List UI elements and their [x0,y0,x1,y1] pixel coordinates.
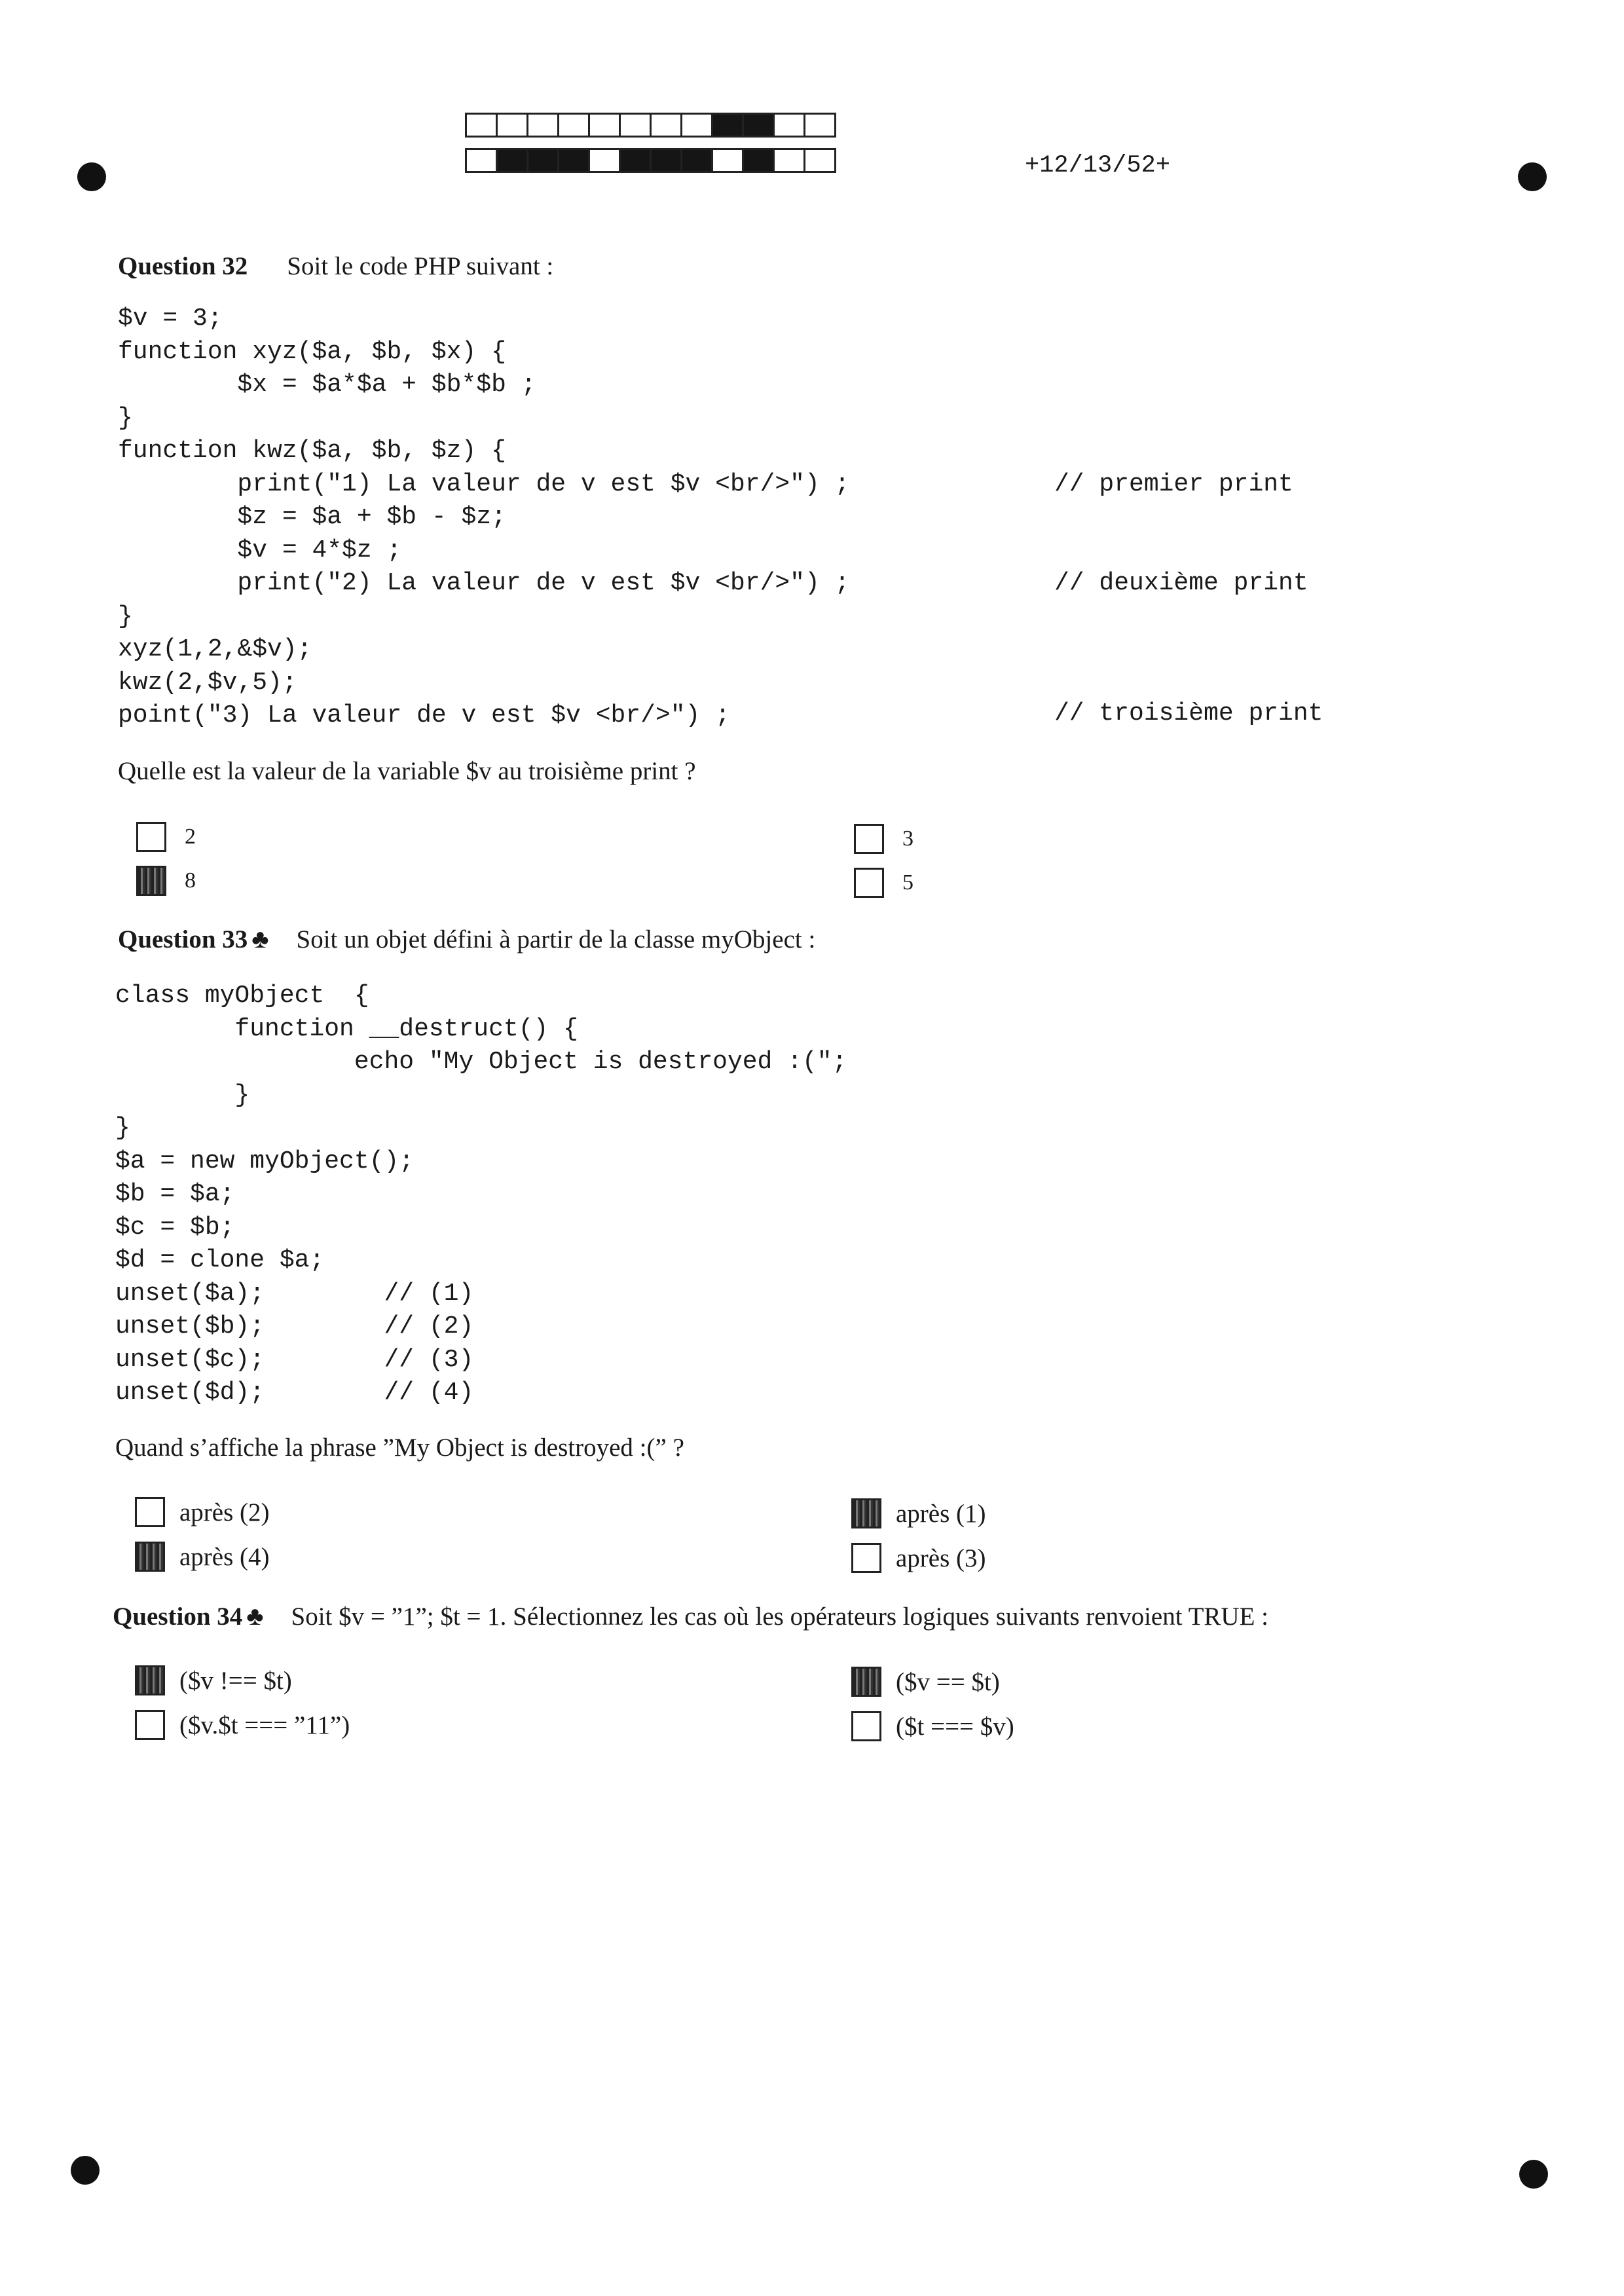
option-label: 5 [902,870,913,895]
checkbox[interactable] [851,1543,881,1573]
option-label: ($v == $t) [896,1667,1000,1696]
barcode-cell-filled [650,148,682,173]
q33-option-apres-3[interactable] [851,1543,986,1573]
q32-comment-2: // deuxième print [1054,569,1308,597]
barcode-cell-filled [526,148,559,173]
option-label: 8 [185,868,196,893]
q34-option-identical[interactable] [851,1711,1014,1741]
option-label: ($t === $v) [896,1712,1014,1741]
option-label: après (1) [896,1499,986,1528]
barcode-cell-filled [619,148,652,173]
question-34-header [113,1601,1268,1631]
option-label: 3 [902,826,913,851]
checkbox-checked[interactable] [851,1667,881,1697]
option-label: ($v.$t === ”11”) [179,1711,350,1739]
barcode-bottom-row [465,148,834,173]
barcode-cell-empty [465,113,498,138]
q32-comment-3: // troisième print [1054,699,1323,728]
question-number: Question 32 [118,252,248,280]
q32-code-block: $v = 3; function xyz($a, $b, $x) { $x = $a*$a + $b*$b ; } function kwz($a, $b, $z) { print("1) La valeur de v est $v <br/>") ; $z = $a + $b - $z; $v = 4*$z ; print("2) La valeur de v est $v <br/>") ; } xyz(1,2,&$v); kwz(2,$v,5); point("3) La valeur de v est $v <br/>") ; [118,305,850,730]
question-prompt: Soit $v = ”1”; $t = 1. Sélectionnez les cas où les opérateurs logiques suivants renvoient TRUE : [291,1602,1269,1631]
barcode-cell-filled [496,148,528,173]
club-icon: ♣ [246,1601,264,1631]
question-prompt: Soit un objet défini à partir de la classe myObject : [296,925,816,954]
question-33-header [118,923,815,954]
checkbox[interactable] [135,1710,165,1740]
question-prompt: Soit le code PHP suivant : [287,252,554,280]
barcode-cell-filled [742,113,775,138]
corner-mark-top-right [1518,162,1547,191]
barcode-cell-empty [619,113,652,138]
barcode-cell-filled [711,113,744,138]
q32-option-8[interactable] [136,866,196,896]
q33-option-apres-2[interactable] [135,1497,270,1527]
barcode-cell-empty [680,113,713,138]
q34-option-concat-identical[interactable] [135,1710,350,1740]
q32-option-5[interactable] [854,868,913,898]
barcode-cell-filled [557,148,590,173]
q32-option-2[interactable] [136,822,196,852]
question-32-header [118,251,553,281]
page-id: +12/13/52+ [1025,152,1171,179]
option-label: après (4) [179,1542,270,1571]
checkbox[interactable] [136,822,166,852]
q33-option-apres-4[interactable] [135,1542,270,1572]
q33-code-block: class myObject { function __destruct() { echo "My Object is destroyed :("; } } $a = new myObject(); $b = $a; $c = $b; $d = clone $a; unset($a); // (1) unset($b); // (2) unset($c); // (3) unset($d); // (4) [115,982,847,1407]
barcode-cell-empty [711,148,744,173]
barcode-cell-empty [803,113,836,138]
checkbox-checked[interactable] [135,1542,165,1572]
club-icon: ♣ [251,924,269,954]
checkbox[interactable] [135,1497,165,1527]
corner-mark-bottom-right [1519,2160,1548,2189]
question-number: Question 33 [118,925,248,954]
checkbox[interactable] [851,1711,881,1741]
q34-option-equal[interactable] [851,1667,1000,1697]
corner-mark-top-left [77,162,106,191]
option-label: ($v !== $t) [179,1666,292,1695]
q32-comment-1: // premier print [1054,470,1293,498]
checkbox[interactable] [854,868,884,898]
barcode-cell-empty [588,148,621,173]
barcode-cell-empty [803,148,836,173]
barcode-top-row [465,113,834,138]
barcode-cell-empty [496,113,528,138]
checkbox[interactable] [854,824,884,854]
barcode-cell-empty [773,148,805,173]
question-number: Question 34 [113,1602,243,1631]
option-label: après (3) [896,1544,986,1572]
q33-question: Quand s’affiche la phrase ”My Object is destroyed :(” ? [115,1434,684,1462]
checkbox-checked[interactable] [136,866,166,896]
barcode-cell-filled [680,148,713,173]
option-label: après (2) [179,1498,270,1527]
checkbox-checked[interactable] [135,1665,165,1695]
option-label: 2 [185,824,196,849]
q33-option-apres-1[interactable] [851,1498,986,1528]
barcode-cell-filled [742,148,775,173]
barcode-cell-empty [557,113,590,138]
barcode-cell-empty [650,113,682,138]
barcode-cell-empty [465,148,498,173]
q34-option-not-identical[interactable] [135,1665,292,1695]
q32-option-3[interactable] [854,824,913,854]
corner-mark-bottom-left [71,2156,100,2185]
checkbox-checked[interactable] [851,1498,881,1528]
barcode-cell-empty [773,113,805,138]
barcode-cell-empty [588,113,621,138]
q32-question: Quelle est la valeur de la variable $v au troisième print ? [118,757,696,785]
barcode-cell-empty [526,113,559,138]
